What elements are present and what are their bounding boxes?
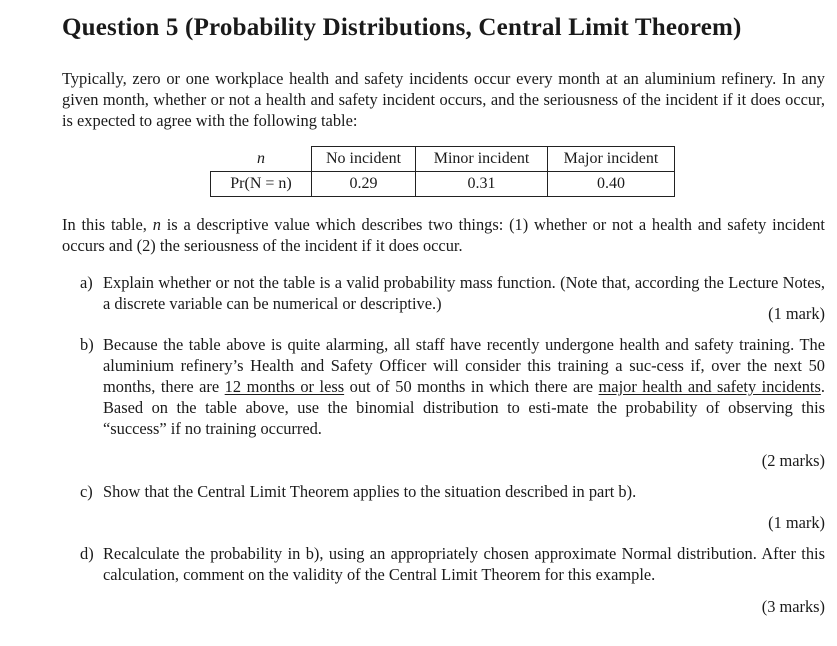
header-minor-incident: Minor incident (416, 147, 548, 172)
header-major-incident: Major incident (548, 147, 675, 172)
part-c-label: c) (80, 482, 93, 501)
probability-table (210, 146, 675, 197)
part-d-text: Recalculate the probability in b), using an appropriately chosen approximate Normal distribution. After this calculation, comment on the validity of the Central Limit Theorem for this example. (103, 544, 825, 584)
part-b-text (103, 334, 825, 439)
explanation-pre: In this table, (62, 215, 153, 234)
intro-paragraph: Typically, zero or one workplace health and safety incidents occur every month at an aluminium refinery. In any given month, whether or not a health and safety incident occurs, and the seriousness of the incident if it does occur, is expected to agree with the following table: (62, 69, 825, 130)
part-a-text: Explain whether or not the table is a valid probability mass function. (Note that, according the Lecture Notes, a discrete variable can be numerical or descriptive.) (103, 273, 825, 313)
part-c-marks: (1 mark) (768, 513, 825, 532)
part-b-underline2: major health and safety incidents (598, 377, 821, 396)
header-prob: Pr(N = n) (211, 172, 312, 197)
part-b-text1: Because the table above is quite alarming, all staff have recently undergone health and safety training. The aluminium refinery’s Health and Safety Officer will consider this training a suc-cess if, over the next 50 months, there are (103, 335, 825, 396)
part-b-marks: (2 marks) (761, 451, 825, 470)
part-b-label: b) (80, 335, 94, 354)
table-header-row (211, 147, 675, 172)
part-c-text: Show that the Central Limit Theorem applies to the situation described in part b). (103, 482, 637, 501)
question-title: Question 5 (Probability Distributions, Central Limit Theorem) (62, 14, 742, 41)
prob-major-incident: 0.40 (548, 172, 675, 197)
table-prob-row (211, 172, 675, 197)
part-a-marks: (1 mark) (768, 304, 825, 323)
header-n: n (211, 147, 312, 172)
explanation-paragraph (62, 214, 825, 256)
part-b-text2: out of 50 months in which there are (344, 377, 599, 396)
header-no-incident: No incident (312, 147, 416, 172)
part-d-label: d) (80, 544, 94, 563)
prob-minor-incident: 0.31 (416, 172, 548, 197)
part-b-underline1: 12 months or less (224, 377, 345, 396)
explanation-post: is a descriptive value which describes two things: (1) whether or not a health and safety incident occurs and (2) the seriousness of the incident if it does occur. (62, 215, 825, 255)
prob-no-incident: 0.29 (312, 172, 416, 197)
explanation-var: n (152, 215, 161, 234)
part-a-label: a) (80, 273, 93, 292)
part-d-marks: (3 marks) (761, 597, 825, 616)
part-b-text3: . Based on the table above, use the binomial distribution to esti-mate the probability of observing this “success” if no training occurred. (103, 377, 825, 438)
